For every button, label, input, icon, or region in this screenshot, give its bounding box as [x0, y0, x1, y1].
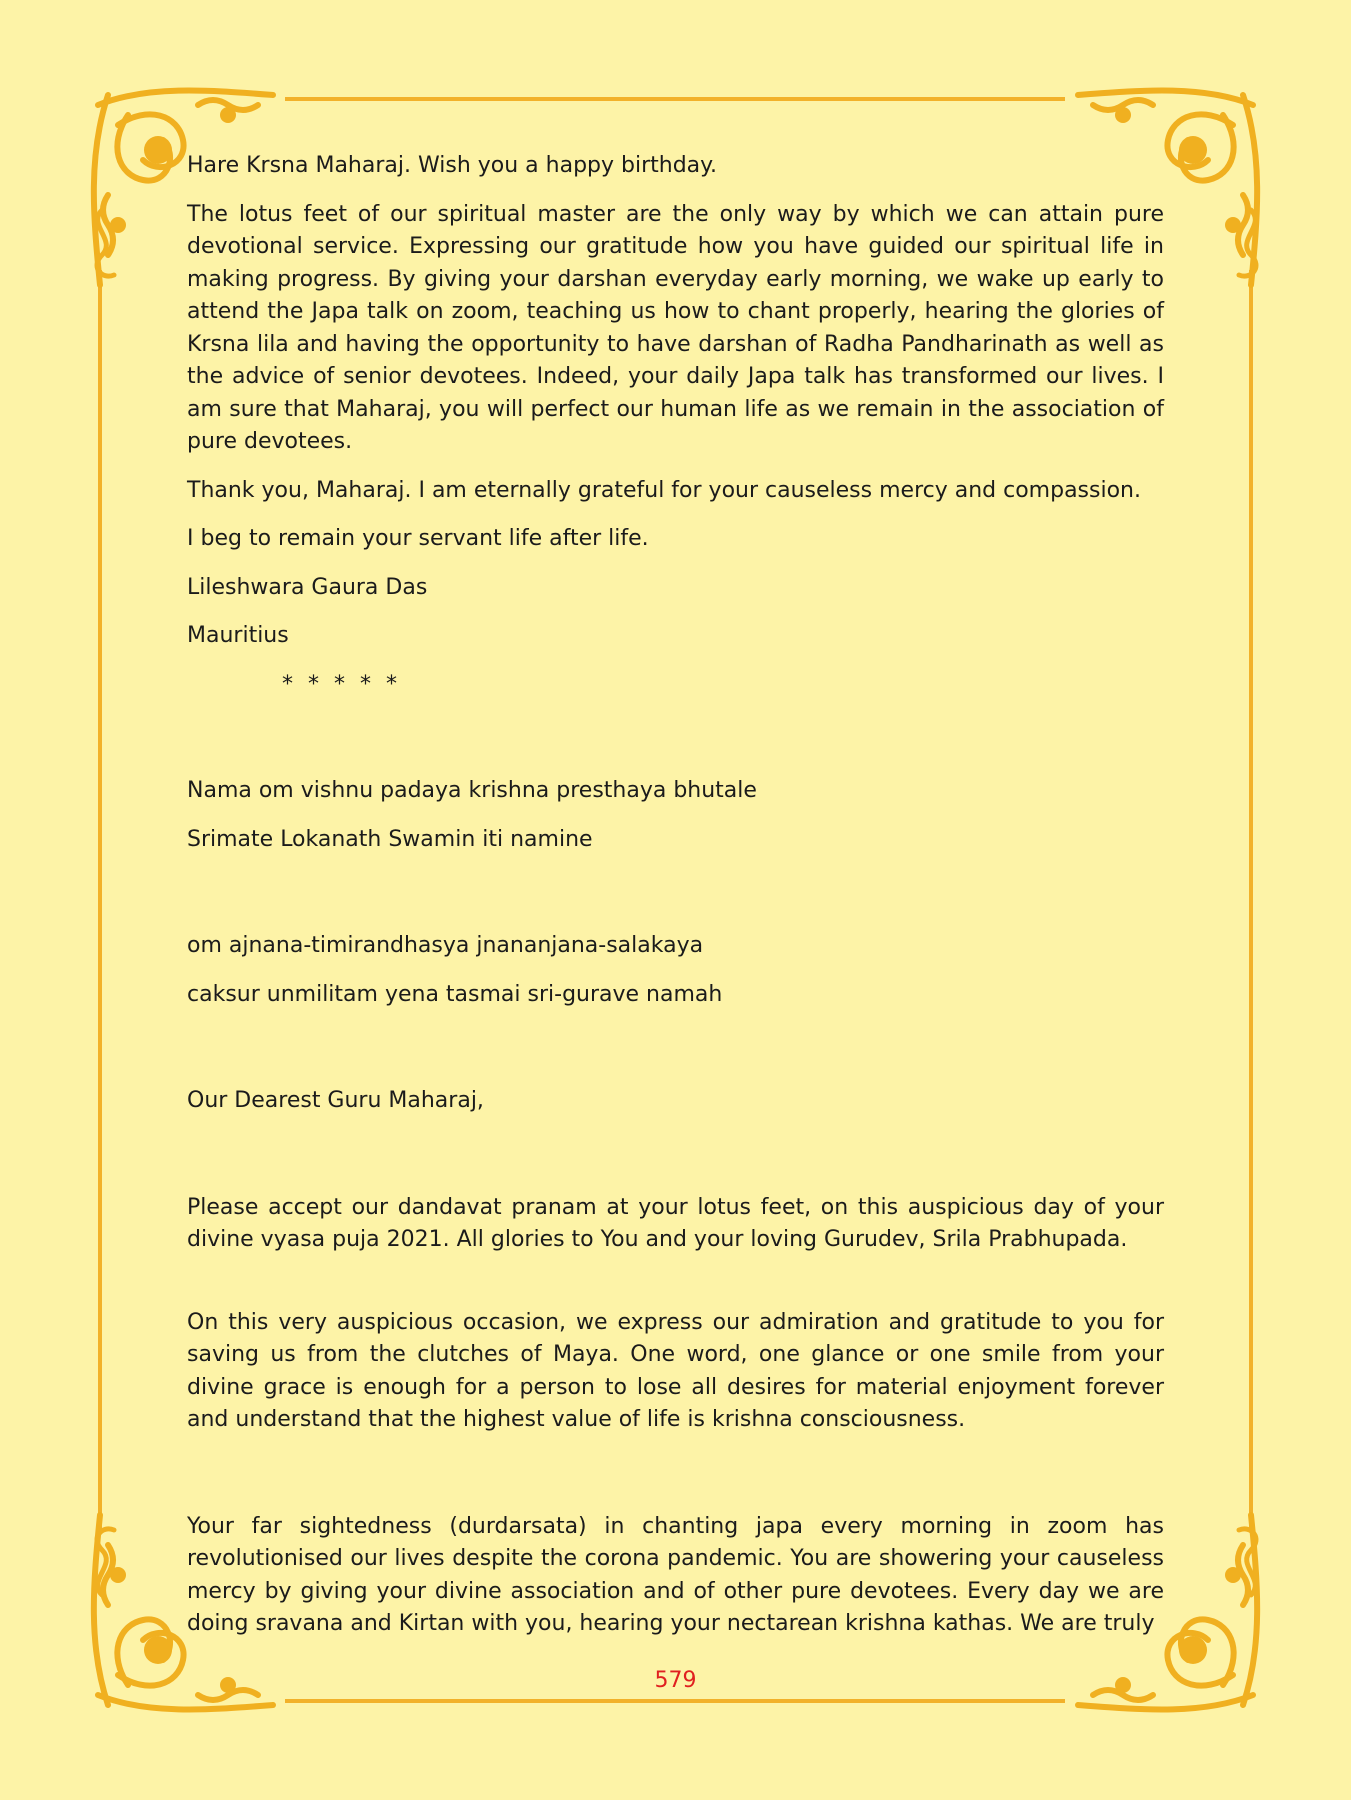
letter2-para2: On this very auspicious occasion, we express our admiration and gratitude to you for saving us from the clutches of Maya. One word, one glance or one smile from your divine grace is enough for a person to lose all desires for material enjoyment forever and understand that the highest value of life is krishna consciousness. — [187, 1309, 1164, 1432]
letter2-para3: Your far sightedness (durdarsata) in chanting japa every morning in zoom has revolutionised our lives despite the corona pandemic. You are showering your causeless mercy by giving your divine association and of other pure devotees. Every day we are doing sravana and Kirtan with you, hearing your nectarean krishna kathas. We are truly — [187, 1513, 1164, 1636]
verse2-line1: om ajnana-timirandhasya jnananjana-salakaya — [187, 933, 704, 958]
border-top — [285, 97, 1065, 101]
letter1-body: The lotus feet of our spiritual master are the only way by which we can attain pure devotional service. Expressing our gratitude how you have guided our spiritual life in making progress. By giving your darshan everyday early morning, we wake up early to attend the Japa talk on zoom, teaching us how to chant properly, hearing the glories of Krsna lila and having the opportunity to have darshan of Radha Pandharinath as well as the advice of senior devotees. Indeed, your daily Japa talk has transformed our lives. I am sure that Maharaj, you will perfect our human life as we remain in the association of pure devotees. — [187, 201, 1164, 454]
side-ornament-left-top — [82, 205, 122, 285]
side-ornament-right-bottom — [1231, 1520, 1271, 1600]
salutation: Our Dearest Guru Maharaj, — [187, 1088, 484, 1113]
border-left — [98, 270, 102, 1530]
letter1-closing: I beg to remain your servant life after life. — [187, 526, 649, 551]
letter1-signature: Lileshwara Gaura Das — [187, 574, 428, 600]
greeting: Hare Krsna Maharaj. Wish you a happy birthday. — [187, 153, 718, 178]
verse1-line1: Nama om vishnu padaya krishna presthaya bhutale — [187, 778, 757, 803]
letter1-location: Mauritius — [187, 623, 289, 648]
letter2-para1: Please accept our dandavat pranam at your lotus feet, on this auspicious day of your divine vyasa puja 2021. All glories to You and your loving Gurudev, Srila Prabhupada. — [187, 1194, 1164, 1252]
letter1-thanks: Thank you, Maharaj. I am eternally grateful for your causeless mercy and compassion. — [187, 477, 1141, 503]
side-ornament-right-top — [1231, 205, 1271, 285]
page-number: 579 — [654, 1668, 697, 1693]
side-ornament-left-bottom — [82, 1520, 122, 1600]
border-bottom — [285, 1699, 1065, 1703]
verse2-line2: caksur unmilitam yena tasmai sri-gurave namah — [187, 981, 723, 1007]
page-content — [187, 150, 1164, 1641]
border-right — [1249, 270, 1253, 1530]
verse1-line2: Srimate Lokanath Swamin iti namine — [187, 826, 593, 852]
separator-stars: * * * * * — [282, 671, 401, 697]
